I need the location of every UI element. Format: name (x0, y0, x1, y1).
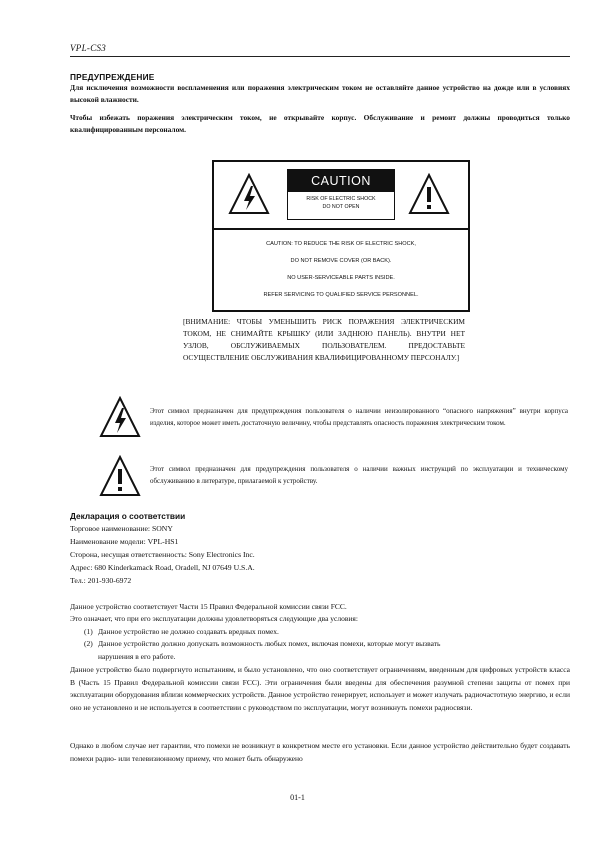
fcc-paragraph-2: Данное устройство было подвергнуто испытаниям, и было установлено, что оно соответствует ограничениям, введенным для цифровых устройств класса В (Часть 15 Правил Федеральной комиссии связи FCC). Эти ограничения были введены для обеспечения разумной степени защиты от помех при эксплуатации оборудования вблизи коммерческих устройств. Данное устройство генерирует, использует и может излучать радиочастотную энергию, и если оно не установлено и не используется в соответствии с руководством по эксплуатации, могут возникнуть помехи радиосвязи. (70, 665, 570, 712)
fcc-condition-1-number: (1) (84, 627, 93, 636)
fcc-compliance-line: Данное устройство соответствует Части 15 Правил Федеральной комиссии связи FCC. (70, 602, 347, 611)
page-number: 01-1 (290, 793, 305, 802)
caution-line-3: NO USER-SERVICEABLE PARTS INSIDE. (287, 275, 395, 281)
warning-title: ПРЕДУПРЕЖДЕНИЕ (70, 72, 155, 82)
declaration-responsible-party: Сторона, несущая ответственность: Sony Electronics Inc. (70, 550, 255, 560)
declaration-phone: Тел.: 201-930-6972 (70, 576, 132, 586)
declaration-title: Декларация о соответствии (70, 511, 186, 521)
fcc-condition-1 (84, 626, 570, 639)
caution-instructions (214, 236, 468, 304)
caution-risk-line-2: DO NOT OPEN (322, 204, 360, 210)
declaration-trade-name: Торговое наименование: SONY (70, 524, 173, 533)
fcc-paragraph-3: Однако в любом случае нет гарантии, что помехи не возникнут в конкретном месте его установки. Если данное устройство действительно будет создавать помехи радио- или телевизионному приему, что может быть обнаружено (70, 741, 570, 763)
fcc-condition-2-number: (2) (84, 639, 93, 648)
caution-center-panel (287, 169, 395, 220)
header-rule (70, 56, 570, 57)
declaration-model-name: Наименование модели: VPL-HS1 (70, 537, 179, 547)
caution-russian-translation: [ВНИМАНИЕ: ЧТОБЫ УМЕНЬШИТЬ РИСК ПОРАЖЕНИЯ ЭЛЕКТРИЧЕСКИМ ТОКОМ, НЕ СНИМАЙТЕ КРЫШКУ (ИЛИ ЗАДНЮЮ ПАНЕЛЬ). ВНУТРИ НЕТ УЗЛОВ, ОБСЛУЖИВАЕМЫХ ПОЛЬЗОВАТЕЛЕМ. ПРЕДОСТАВЬТЕ ОСУЩЕСТВЛЕНИЕ ОБСЛУЖИВАНИЯ КВАЛИФИЦИРОВАННОМУ ПЕРСОНАЛУ.] (183, 317, 465, 362)
fcc-condition-2-text: Данное устройство должно допускать возможность любых помех, включая помехи, которые могут вызвать (98, 639, 441, 648)
voltage-symbol-text: Этот символ предназначен для предупреждения пользователя о наличии неизолированного “опасного напряжения” внутри корпуса изделия, которое может иметь достаточную величину, чтобы представлять опасность поражения электрическим током. (150, 407, 568, 428)
fcc-condition-1-text: Данное устройство не должно создавать вредных помех. (98, 627, 279, 636)
declaration-address: Адрес: 680 Kinderkamack Road, Oradell, NJ 07649 U.S.A. (70, 563, 255, 573)
caution-title: CAUTION (288, 170, 394, 192)
exclamation-warning-icon (408, 173, 450, 215)
instructions-symbol-text: Этот символ предназначен для предупреждения пользователя о наличии важных инструкций по эксплуатации и техническому обслуживанию в литературе, прилагаемой к устройству. (150, 465, 568, 486)
warning-paragraph-1: Для исключения возможности воспламенения или поражения электрическим током не оставляйте данное устройство на дожде или в условиях высокой влажности. (70, 83, 570, 104)
caution-line-2: DO NOT REMOVE COVER (OR BACK). (290, 258, 392, 264)
warning-paragraph-2: Чтобы избежать поражения электрическим током, не открывайте корпус. Обслуживание и ремонт должны проводиться только квалифицированным персоналом. (70, 113, 570, 134)
caution-line-1: CAUTION: TO REDUCE THE RISK OF ELECTRIC SHOCK, (266, 241, 416, 247)
caution-label (212, 160, 470, 312)
caution-label-top (214, 162, 468, 230)
caution-line-4: REFER SERVICING TO QUALIFIED SERVICE PERSONNEL. (263, 292, 419, 298)
lightning-warning-icon (228, 173, 270, 215)
lightning-symbol-icon (99, 396, 141, 438)
fcc-condition-2 (84, 638, 570, 663)
fcc-conditions-intro: Это означает, что при его эксплуатации должны удовлетворяться следующие два условия: (70, 614, 358, 623)
fcc-condition-2-continuation: нарушения в его работе. (98, 651, 176, 661)
declaration-details (70, 522, 255, 587)
caution-risk-line-1: RISK OF ELECTRIC SHOCK (306, 196, 376, 202)
header-model: VPL-CS3 (70, 43, 107, 53)
exclamation-symbol-icon (99, 455, 141, 497)
caution-risk-text (288, 195, 394, 211)
